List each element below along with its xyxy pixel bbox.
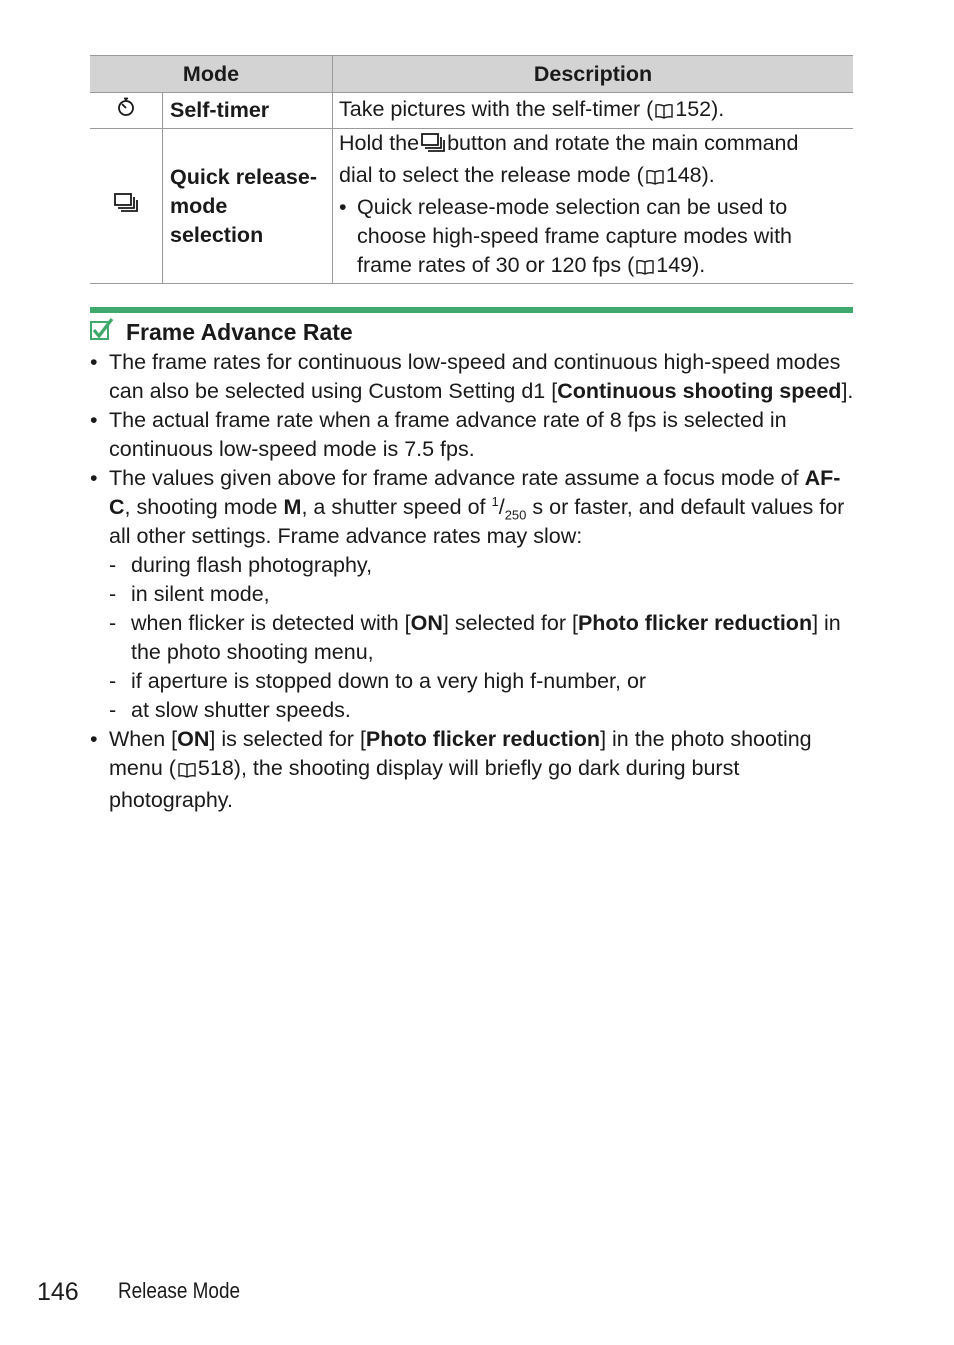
page-ref: 152 xyxy=(675,96,712,121)
quick-desc-line2-end: ). xyxy=(701,163,715,187)
section-title: Release Mode xyxy=(118,1278,241,1303)
note-bullet-2: • The actual frame rate when a frame advance rate of 8 fps is selected in continuous low-speed mode is 7.5 fps. xyxy=(90,406,860,464)
self-timer-desc-end: ). xyxy=(711,96,725,121)
shutter-fraction-den: 250 xyxy=(504,507,527,523)
note-d3-on: ON xyxy=(410,611,443,635)
note-b3-mid2: , a shutter speed of xyxy=(301,495,486,519)
quick-desc-line1-pre: Hold the xyxy=(339,131,420,155)
note-d3-pre: when flicker is detected with [ xyxy=(131,611,411,635)
focus-mode-afc: AF-C xyxy=(109,466,841,519)
note-dash-2: - in silent mode, xyxy=(90,580,860,609)
note-d3-bold: Photo flicker reduction xyxy=(577,611,813,635)
book-icon xyxy=(655,98,673,127)
quick-release-name xyxy=(163,129,333,284)
checkmark-icon xyxy=(90,318,114,346)
self-timer-icon xyxy=(116,96,136,125)
note-dash-5: - at slow shutter speeds. xyxy=(90,696,860,725)
note-b4-on: ON xyxy=(177,727,210,751)
page-ref: 149 xyxy=(656,253,693,277)
release-mode-icon xyxy=(114,192,138,221)
page-number: 146 xyxy=(37,1278,79,1306)
page-ref: 518 xyxy=(197,756,234,780)
release-mode-table xyxy=(90,55,853,284)
note-bullet-1 xyxy=(90,348,860,406)
quick-bullet-text: Quick release-mode selection can be used to choose high-speed frame capture modes with frame rates of 30 or 120 fps ( xyxy=(357,195,793,277)
note-b4-mid: ] is selected for [ xyxy=(209,727,366,751)
table-row-quick-release xyxy=(90,129,853,284)
note-accent-rule xyxy=(90,307,853,313)
note-b1-end: ]. xyxy=(841,379,854,403)
quick-release-name-line1: Quick release- xyxy=(170,164,318,189)
note-dash-1: - during flash photography, xyxy=(90,551,860,580)
self-timer-description xyxy=(333,93,854,129)
note-dash-4: - if aperture is stopped down to a very high f-number, or xyxy=(90,667,860,696)
table-header-row xyxy=(90,56,853,93)
quick-bullet-end: ). xyxy=(692,253,706,277)
quick-desc-line1 xyxy=(339,129,849,161)
book-icon xyxy=(178,757,196,786)
note-b3-post: s or faster, and default values for all other settings. Frame advance rates may slow: xyxy=(109,495,845,548)
self-timer-icon-cell xyxy=(90,93,163,129)
book-icon xyxy=(636,254,654,283)
note-d3-post: ] in the photo shooting menu, xyxy=(131,611,841,664)
quick-release-description xyxy=(333,129,854,284)
note-heading xyxy=(90,317,353,347)
page-ref: 148 xyxy=(665,163,702,187)
release-mode-icon-cell xyxy=(90,129,163,284)
header-description: Description xyxy=(333,56,854,93)
note-b4-mid2: ] in the photo shooting menu ( xyxy=(109,727,812,780)
note-title: Frame Advance Rate xyxy=(126,318,353,345)
shutter-fraction-num: 1 xyxy=(491,493,499,509)
note-body xyxy=(90,348,860,815)
note-dash-3 xyxy=(90,609,860,667)
header-mode: Mode xyxy=(90,56,333,93)
note-b1-text: The frame rates for continuous low-speed and continuous high-speed modes can also be selected using Custom Setting d1 [ xyxy=(109,350,841,403)
book-icon xyxy=(646,164,664,193)
release-mode-button-icon xyxy=(421,132,445,161)
note-b3-mid: , shooting mode xyxy=(124,495,278,519)
quick-desc-line2 xyxy=(339,161,849,193)
note-b1-bold: Continuous shooting speed xyxy=(557,379,842,403)
note-b3-pre: The values given above for frame advance rate assume a focus mode of xyxy=(109,466,799,490)
quick-release-name-line3: selection xyxy=(170,222,264,247)
quick-desc-bullet xyxy=(339,193,849,283)
note-bullet-4 xyxy=(90,725,860,815)
note-bullet-3: • The values given above for frame advance rate assume a focus mode of AF-C, shooting mode M, a shutter speed of $^1/_{250}$ s or faster, and default values for all other settings. Frame advance rates may slow: xyxy=(90,464,860,551)
self-timer-desc-text: Take pictures with the self-timer ( xyxy=(339,96,654,121)
note-b4-bold: Photo flicker reduction xyxy=(365,727,601,751)
quick-desc-line1-post: button and rotate the main command xyxy=(447,131,799,155)
quick-desc-line2-pre: dial to select the release mode ( xyxy=(339,163,644,187)
note-b4-post: ), the shooting display will briefly go dark during burst photography. xyxy=(109,756,740,812)
shooting-mode-m: M xyxy=(283,495,302,519)
note-d3-mid: ] selected for [ xyxy=(442,611,578,635)
table-row-self-timer xyxy=(90,93,853,129)
self-timer-name: Self-timer xyxy=(163,93,333,129)
quick-release-name-line2: mode xyxy=(170,193,228,218)
note-b4-pre: When [ xyxy=(109,727,178,751)
